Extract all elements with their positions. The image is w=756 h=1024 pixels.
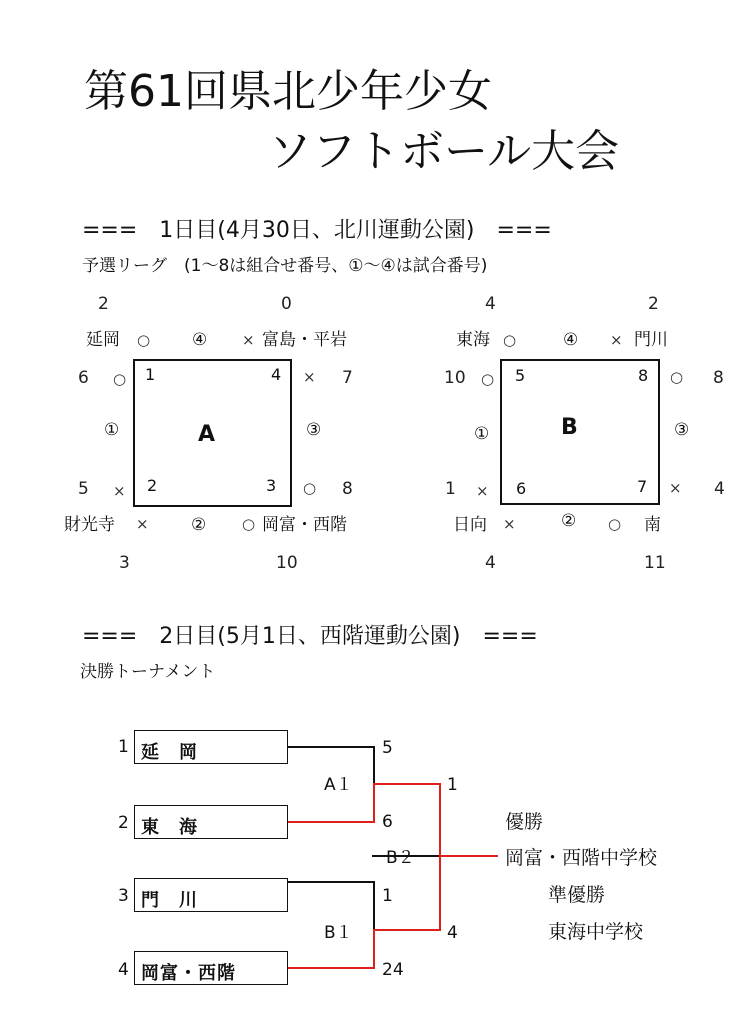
match-score: 1 [382, 886, 393, 906]
corner-number: 6 [516, 479, 527, 498]
corner-number: 8 [638, 366, 649, 385]
result-mark: × [113, 482, 126, 500]
day1-header: === 1日目(4月30日、北川運動公園) === [82, 218, 552, 243]
result-mark: ○ [608, 515, 622, 533]
game-number: ③ [306, 420, 322, 440]
corner-number: 5 [515, 366, 526, 385]
game-number: ② [191, 515, 207, 535]
result-mark: × [669, 479, 682, 497]
result-mark: ○ [503, 331, 517, 349]
team-name: 延岡 [86, 330, 120, 350]
result-mark: ○ [137, 331, 151, 349]
seed-number: 3 [118, 886, 129, 906]
entry-box [134, 951, 288, 985]
game-number: ① [474, 424, 490, 444]
match-score: 1 [447, 775, 458, 795]
corner-number: 3 [266, 476, 277, 495]
game-number: ④ [563, 330, 579, 350]
team-name: 南 [644, 515, 661, 535]
runner-up-name: 東海中学校 [548, 921, 644, 943]
match-label: A１ [324, 775, 353, 795]
champion-label: 優勝 [505, 811, 544, 833]
result-mark: × [136, 515, 149, 533]
entry-name: 岡富・西階 [141, 963, 236, 984]
result-mark: ○ [113, 370, 127, 388]
corner-number: 2 [147, 476, 158, 495]
game-number: ④ [192, 330, 208, 350]
result-mark: ○ [242, 515, 256, 533]
team-name: 日向 [453, 515, 487, 535]
result-mark: × [503, 515, 516, 533]
score: 0 [281, 294, 292, 314]
score: 1 [445, 479, 456, 499]
corner-number: 7 [637, 477, 648, 496]
corner-number: 4 [271, 365, 282, 384]
group-letter: A [198, 422, 216, 447]
match-label: B１ [324, 923, 353, 943]
result-mark: ○ [303, 479, 317, 497]
result-mark: ○ [670, 368, 684, 386]
title-line-2: ソフトボール大会 [268, 126, 620, 177]
team-name: 財光寺 [64, 515, 115, 535]
result-mark: × [476, 482, 489, 500]
score: 5 [78, 479, 89, 499]
champion-name: 岡富・西階中学校 [505, 847, 658, 869]
score: 11 [644, 553, 666, 573]
match-score: 24 [382, 960, 404, 980]
day2-header: === 2日目(5月1日、西階運動公園) === [82, 624, 538, 649]
score: 8 [342, 479, 353, 499]
result-mark: × [242, 331, 255, 349]
result-mark: × [610, 331, 623, 349]
match-score: 5 [382, 738, 393, 758]
seed-number: 1 [118, 737, 129, 757]
team-name: 門川 [634, 330, 668, 350]
game-number: ② [561, 511, 577, 531]
score: 4 [485, 553, 496, 573]
result-mark: ○ [481, 370, 495, 388]
match-label: B２ [386, 848, 415, 868]
entry-name: 延 岡 [141, 742, 198, 763]
result-mark: × [303, 368, 316, 386]
bracket-line [288, 856, 440, 968]
seed-number: 4 [118, 960, 129, 980]
runner-up-label: 準優勝 [548, 884, 606, 906]
day1-subheader: 予選リーグ (1～8は組合せ番号、①～④は試合番号) [82, 256, 488, 276]
entry-box [134, 805, 288, 839]
game-number: ③ [674, 420, 690, 440]
entry-box [134, 878, 288, 912]
team-name: 東海 [456, 330, 490, 350]
score: 4 [714, 479, 725, 499]
score: 3 [119, 553, 130, 573]
bracket-line [288, 784, 440, 856]
corner-number: 1 [145, 365, 156, 384]
score: 10 [444, 368, 466, 388]
entry-name: 門 川 [141, 890, 198, 911]
score: 10 [276, 553, 298, 573]
team-name: 岡富・西階 [262, 515, 347, 535]
score: 2 [98, 294, 109, 314]
entry-name: 東 海 [141, 817, 198, 838]
score: 8 [713, 368, 724, 388]
score: 7 [342, 368, 353, 388]
team-name: 富島・平岩 [262, 330, 347, 350]
entry-box [134, 730, 288, 764]
score: 2 [648, 294, 659, 314]
day2-subheader: 決勝トーナメント [80, 662, 216, 682]
game-number: ① [104, 420, 120, 440]
title-line-1: 第61回県北少年少女 [84, 66, 492, 117]
match-score: 4 [447, 923, 458, 943]
match-score: 6 [382, 812, 393, 832]
seed-number: 2 [118, 813, 129, 833]
score: 4 [485, 294, 496, 314]
group-letter: B [561, 415, 578, 440]
score: 6 [78, 368, 89, 388]
